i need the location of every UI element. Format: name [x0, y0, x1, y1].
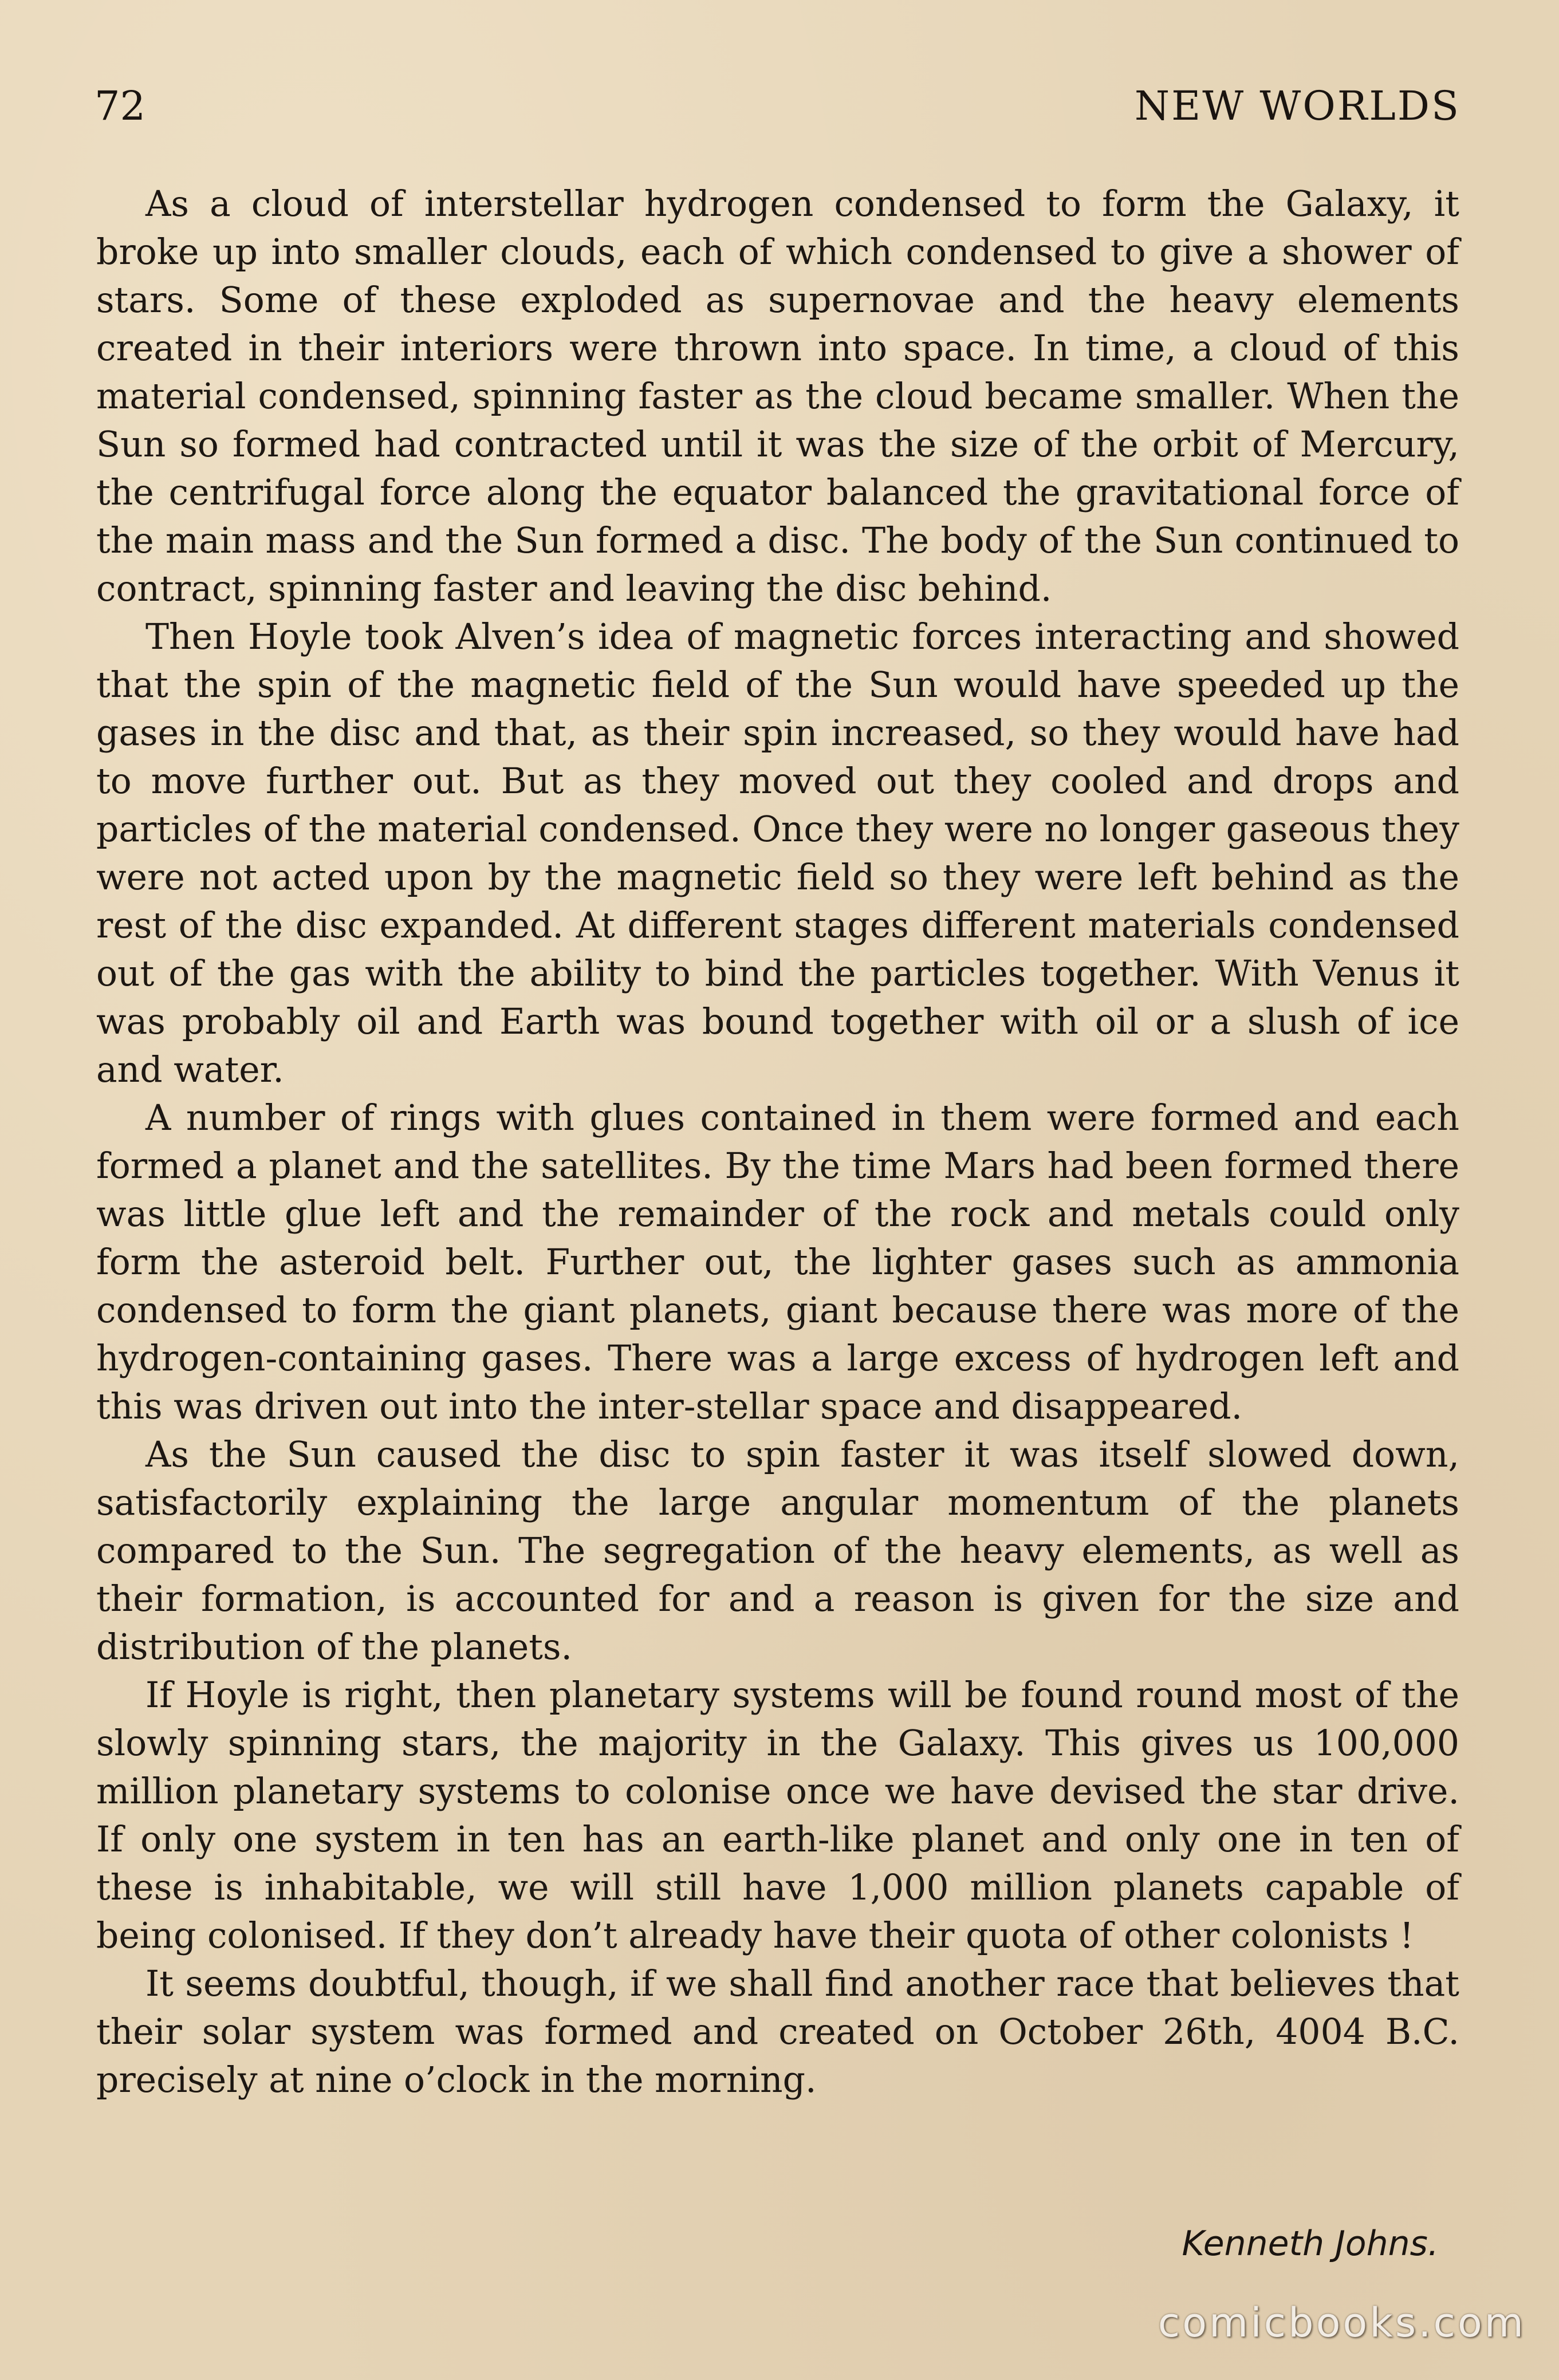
author-signature: Kenneth Johns. [1182, 2224, 1439, 2264]
article-body [96, 180, 1459, 2104]
page-number: 72 [95, 82, 146, 129]
paragraph-4: As the Sun caused the disc to spin faster it was itself slowed down, satisfactorily explaining the large angular momentum of the planets compared to the Sun. The segregation of the heavy elements, as well as their formation, is accounted for and a reason is given for the size and distribution of the planets. [96, 1434, 1459, 1668]
paragraph-3: A number of rings with glues contained in them were formed and each formed a planet and the satellites. By the time Mars had been formed there was little glue left and the remainder of the rock and metals could only form the asteroid belt. Further out, the lighter gases such as ammonia condensed to form the giant planets, giant because there was more of the hydrogen-containing gases. There was a large excess of hydrogen left and this was driven out into the inter-stellar space and disappeared. [96, 1097, 1459, 1427]
site-watermark: comicbooks.com [1158, 2299, 1526, 2346]
paragraph-1: As a cloud of interstellar hydrogen condensed to form the Galaxy, it broke up into smaller clouds, each of which condensed to give a shower of stars. Some of these exploded as supernovae and the heavy elements created in their interiors were thrown into space. In time, a cloud of this material condensed, spinning faster as the cloud became smaller. When the Sun so formed had contracted until it was the size of the orbit of Mercury, the centrifugal force along the equator balanced the gravitational force of the main mass and the Sun formed a disc. The body of the Sun continued to contract, spinning faster and leaving the disc behind. [96, 183, 1459, 609]
running-head: NEW WORLDS [1134, 82, 1460, 129]
paragraph-5: If Hoyle is right, then planetary systems will be found round most of the slowly spinning stars, the majority in the Galaxy. This gives us 100,000 million planetary systems to colonise once we have devised the star drive. If only one system in ten has an earth-like planet and only one in ten of these is inhabitable, we will still have 1,000 million planets capable of being colonised. If they don’t already have their quota of other colonists ! [96, 1674, 1459, 1956]
paragraph-2: Then Hoyle took Alven’s idea of magnetic forces interacting and showed that the spin of the magnetic field of the Sun would have speeded up the gases in the disc and that, as their spin increased, so they would have had to move further out. But as they moved out they cooled and drops and particles of the material condensed. Once they were no longer gaseous they were not acted upon by the magnetic field so they were left behind as the rest of the disc expanded. At different stages different materials condensed out of the gas with the ability to bind the particles together. With Venus it was probably oil and Earth was bound together with oil or a slush of ice and water. [96, 616, 1459, 1090]
paragraph-6: It seems doubtful, though, if we shall find another race that believes that their solar system was formed and created on October 26th, 4004 B.C. precisely at nine o’clock in the morning. [96, 1963, 1459, 2101]
